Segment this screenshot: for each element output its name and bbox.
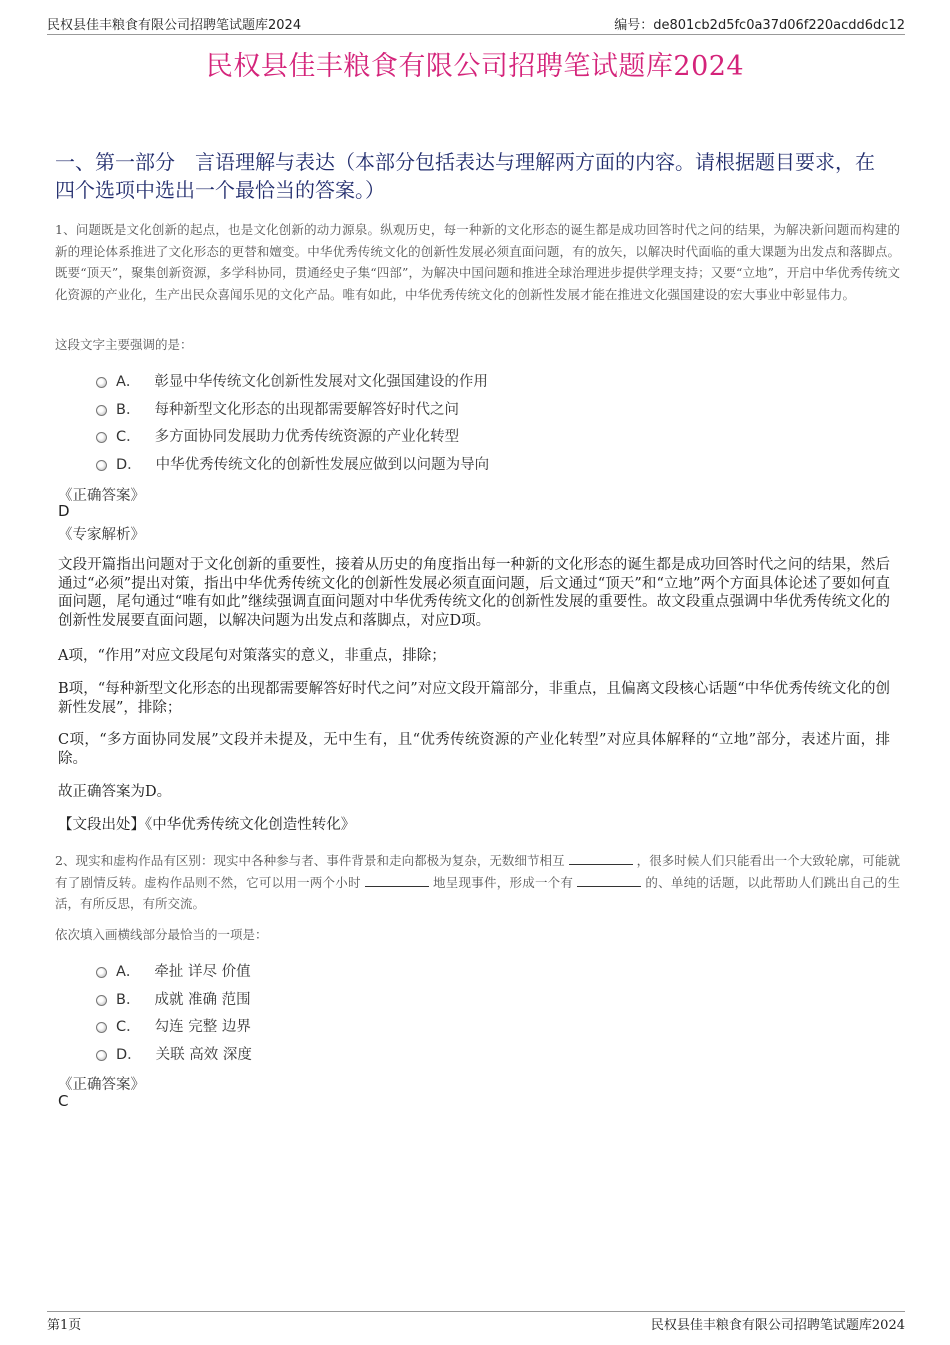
page-header [47, 14, 905, 35]
option-text: 勾连 完整 边界 [154, 1019, 251, 1035]
header-doc-title: 民权县佳丰粮食有限公司招聘笔试题库2024 [47, 18, 302, 33]
q1-option-c[interactable] [96, 425, 459, 446]
q2-answer: C [58, 1092, 69, 1110]
option-text: 多方面协同发展助力优秀传统资源的产业化转型 [154, 429, 460, 445]
blank-line [569, 850, 633, 865]
option-letter: C． [116, 429, 141, 445]
question-1-text: 1、问题既是文化创新的起点，也是文化创新的动力源泉。纵观历史，每一种新的文化形态的诞生都是成功回答时代之问的结果，为解决新问题而构建的新的理论体系推进了文化形态的更替和嬗变。中华优秀传统文化的创新性发展必须直面问题，有的放矢，以解决时代面临的重大课题为出发点和落脚点。既要“顶天”，聚集创新资源，多学科协同，贯通经史子集“四部”，为解决中国问题和推进全球治理进步提供学理支持；又要“立地”，开启中华优秀传统文化资源的产业化，生产出民众喜闻乐见的文化产品。唯有如此，中华优秀传统文化的创新性发展才能在推进文化强国建设的宏大事业中彰显伟力。 [55, 222, 900, 302]
option-text: 中华优秀传统文化的创新性发展应做到以问题为导向 [155, 457, 490, 473]
option-text: 彰显中华传统文化创新性发展对文化强国建设的作用 [154, 374, 488, 390]
option-text: 关联 高效 深度 [155, 1047, 252, 1063]
q2-option-d[interactable] [96, 1043, 252, 1064]
question-text-part: 2、现实和虚构作品有区别：现实中各种参与者、事件背景和走向都极为复杂，无数细节相互 [55, 853, 565, 868]
analysis-paragraph: C项，“多方面协同发展”文段并未提及，无中生有，且“优秀传统资源的产业化转型”对应具体解释的“立地”部分，表述片面，排除。 [58, 732, 890, 767]
analysis-paragraph: B项，“每种新型文化形态的出现都需要解答好时代之问”对应文段开篇部分，非重点，且偏离文段核心话题“中华优秀传统文化的创新性发展”，排除； [58, 681, 890, 716]
option-letter: B． [116, 992, 141, 1008]
q1-answer: D [58, 502, 70, 520]
question-text-part: ，很多时候人们只能看出一个大致轮廓，可能就有了剧情反转。虚构作品则不然，它可以用一两个小时 [55, 853, 900, 890]
option-text: 每种新型文化形态的出现都需要解答好时代之问 [154, 402, 459, 418]
q2-option-a[interactable] [96, 960, 251, 981]
analysis-paragraph: 文段开篇指出问题对于文化创新的重要性，接着从历史的角度指出每一种新的文化形态的诞生都是成功回答时代之问的结果，然后通过“必须”提出对策，指出中华优秀传统文化的创新性发展必须直面问题，后文通过“顶天”和“立地”两个方面具体论述了要如何直面问题，尾句通过“唯有如此”继续强调直面问题对中华优秀传统文化的创新性发展的重要性。故文段重点强调中华优秀传统文化的创新性发展要直面问题，以解决问题为出发点和落脚点，对应D项。 [58, 557, 890, 629]
option-letter: C． [116, 1019, 141, 1035]
option-letter: D． [116, 1047, 142, 1063]
question-1-prompt: 这段文字主要强调的是： [55, 337, 193, 352]
q1-option-b[interactable] [96, 398, 459, 419]
footer-doc-title: 民权县佳丰粮食有限公司招聘笔试题库2024 [650, 1318, 905, 1333]
header-doc-id: 编号：de801cb2d5fc0a37d06f220acdd6dc12 [614, 18, 905, 33]
radio-icon[interactable] [96, 995, 107, 1006]
option-text: 牵扯 详尽 价值 [154, 964, 251, 980]
option-letter: D． [116, 457, 142, 473]
q1-option-a[interactable] [96, 370, 488, 391]
option-letter: A． [116, 374, 141, 390]
blank-line [577, 872, 641, 887]
option-letter: B． [116, 402, 141, 418]
question-text-part: 的、单纯的话题，以此帮助人们跳出自己的生活，有所反思，有所交流。 [55, 874, 900, 911]
radio-icon[interactable] [96, 1022, 107, 1033]
radio-icon[interactable] [96, 405, 107, 416]
q2-option-c[interactable] [96, 1015, 251, 1036]
page-number: 第1页 [47, 1318, 82, 1333]
question-2-prompt: 依次填入画横线部分最恰当的一项是： [55, 927, 268, 942]
option-letter: A． [116, 964, 141, 980]
page-footer [47, 1311, 905, 1333]
analysis-paragraph: A项，“作用”对应文段尾句对策落实的意义，非重点，排除； [58, 648, 446, 664]
radio-icon[interactable] [96, 377, 107, 388]
question-2-text [55, 850, 900, 915]
q2-option-b[interactable] [96, 988, 251, 1009]
radio-icon[interactable] [96, 460, 107, 471]
q1-source: 【文段出处】《中华优秀传统文化创造性转化》 [58, 817, 356, 833]
option-text: 成就 准确 范围 [154, 992, 251, 1008]
radio-icon[interactable] [96, 967, 107, 978]
q1-option-d[interactable] [96, 453, 489, 474]
radio-icon[interactable] [96, 432, 107, 443]
analysis-paragraph: 故正确答案为D。 [58, 784, 172, 800]
blank-line [365, 872, 429, 887]
q1-answer-label: 《正确答案》 [58, 488, 145, 504]
radio-icon[interactable] [96, 1050, 107, 1061]
document-title: 民权县佳丰粮食有限公司招聘笔试题库2024 [205, 51, 745, 82]
q2-answer-label: 《正确答案》 [58, 1077, 145, 1093]
section-heading: 一、第一部分 言语理解与表达（本部分包括表达与理解两方面的内容。请根据题目要求，在四个选项中选出一个最恰当的答案。） [55, 150, 875, 202]
q1-analysis-label: 《专家解析》 [58, 527, 145, 543]
question-text-part: 地呈现事件，形成一个有 [432, 874, 574, 890]
